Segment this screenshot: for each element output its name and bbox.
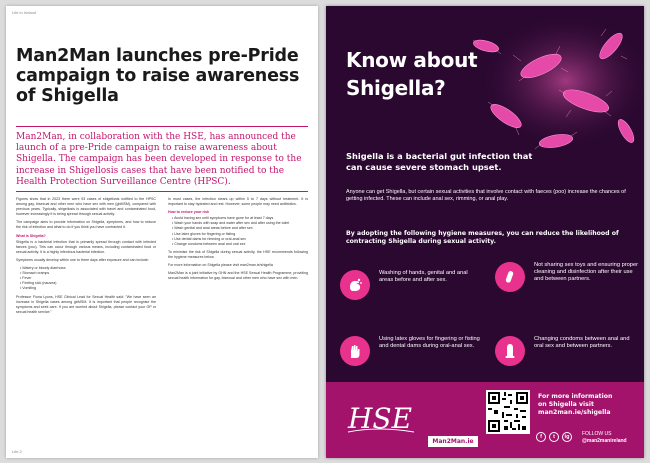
shigella-poster xyxy=(326,6,644,458)
page-folio: Life 2 xyxy=(12,449,22,454)
risk-list xyxy=(172,216,308,247)
info-line: For more information xyxy=(538,393,613,400)
twitter-icon[interactable]: t xyxy=(549,432,559,442)
paragraph: Figures show that in 2023 there were 93 cases of shigellosis notified to the HPSC among gay, bisexual and other men who have sex with men (gbMSM), compared with previous years. Typically, shigellosis is associated with travel and contaminated food, however increasingly it is being spread through sexual activity. xyxy=(16,197,156,217)
sex-toy-icon xyxy=(495,262,525,292)
article-standfirst: Man2Man, in collaboration with the HSE, has announced the launch of a pre-Pride campaign to raise awareness about Shigella. The campaign has been developed in response to the increase in Shigellosis cases that have been notified to the Health Protection Surveillance Centre (HPSC). xyxy=(16,132,302,187)
paragraph: Symptoms usually develop within one to three days after exposure and can include: xyxy=(16,257,149,262)
tip-gloves-dams xyxy=(340,336,483,366)
man2man-logo: Man2Man.ie xyxy=(428,436,478,447)
headline-rule xyxy=(16,126,308,127)
paragraph: To minimise the risk of Shigella during sexual activity, the HSE recommends following the hygiene measures below. xyxy=(168,249,308,259)
subheading: What is Shigella? xyxy=(16,233,46,238)
list-item: • Use dental dams for rimming or oral-anal sex xyxy=(172,237,308,242)
hygiene-measures-lead: By adopting the following hygiene measures, you can reduce the likelihood of contracting Shigella during sexual activity. xyxy=(346,230,619,246)
list-item: • Wash genital and anal areas before and after sex xyxy=(172,226,308,231)
hse-logo xyxy=(346,400,416,441)
article-column-2 xyxy=(168,197,308,284)
facebook-icon[interactable]: f xyxy=(536,432,546,442)
paragraph: Shigella is a bacterial infection that is primarily spread through contact with infected faeces (poo). This can occur through various means, including contaminated food or sexual activity. It is a highly infectious bacterial infection. xyxy=(16,239,156,254)
tip-condoms xyxy=(495,336,638,366)
tip-text: Changing condoms between anal and oral sex and between partners. xyxy=(534,336,630,350)
instagram-icon[interactable]: ig xyxy=(562,432,572,442)
paragraph: Professor Fiona Lyons, HSE Clinical Lead for Sexual Health said: "We have seen an increase in Shigella cases among gbMSM. It is important that people recognise the symptoms and seek care. If you are worried about Shigella, please contact your GP or sexual health service." xyxy=(16,294,156,314)
shigella-url-link[interactable]: man2man.ie/shigella xyxy=(538,409,611,416)
list-item: • Watery or bloody diarrhoea xyxy=(20,266,156,271)
paragraph: For more information on Shigella please visit man2man.ie/shigella xyxy=(168,263,273,268)
social-handle[interactable]: @man2manireland xyxy=(582,437,627,444)
list-item: • Avoid having sex until symptoms have gone for at least 7 days xyxy=(172,216,308,221)
follow-us xyxy=(582,431,642,444)
paragraph: In most cases, the infection clears up within 5 to 7 days without treatment. It is important to stay hydrated and rest. However, some people may need antibiotics. xyxy=(168,197,308,207)
tip-sex-toys xyxy=(495,262,638,292)
list-item: • Change condoms between anal and oral sex xyxy=(172,242,308,247)
article-column-1 xyxy=(16,197,156,318)
article-page xyxy=(6,6,318,458)
list-item: • Fever xyxy=(20,276,156,281)
article-headline: Man2Man launches pre-Pride campaign to raise awareness of Shigella xyxy=(16,46,300,106)
paragraph: Man2Man is a joint initiative by GHN and the HSE Sexual Health Programme, providing sexual health information for gay, bisexual and other men who have sex with men. xyxy=(168,271,308,281)
poster-title: Know about Shigella? xyxy=(346,48,478,100)
more-info-text xyxy=(538,393,638,417)
qr-code[interactable] xyxy=(486,390,530,434)
hand-washing-icon xyxy=(340,270,370,300)
body-rule xyxy=(16,191,308,192)
svg-text:HSE: HSE xyxy=(348,402,413,435)
paragraph: The campaign aims to provide information on Shigella, symptoms, and how to reduce the risk of infection and what to do if you think you have contracted it. xyxy=(16,220,156,230)
tip-text: Not sharing sex toys and ensuring proper cleaning and disinfection after their use and between partners. xyxy=(534,262,639,283)
list-item: • Feeling sick (nausea) xyxy=(20,281,156,286)
list-item: • Stomach cramps xyxy=(20,271,156,276)
running-head: Life in Ireland xyxy=(12,10,37,15)
poster-subtitle: Shigella is a bacterial gut infection that can cause severe stomach upset. xyxy=(346,151,533,172)
glove-icon xyxy=(340,336,370,366)
tip-hand-washing xyxy=(340,270,483,300)
condom-icon xyxy=(495,336,525,366)
poster-intro: Anyone can get Shigella, but certain sexual activities that involve contact with faeces (poo) increase the chances of getting infected. These can include anal sex, rimming, or anal play. xyxy=(346,189,626,203)
social-icons xyxy=(536,432,572,442)
tip-text: Using latex gloves for fingering or fisting and dental dams during oral-anal sex. xyxy=(379,336,480,350)
symptom-list xyxy=(20,266,156,291)
list-item: • Vomiting xyxy=(20,286,156,291)
subheading: How to reduce your risk xyxy=(168,210,209,215)
list-item: • Use latex gloves for fingering or fisting xyxy=(172,232,308,237)
list-item: • Wash your hands with soap and water after sex and after using the toilet xyxy=(172,221,308,226)
follow-label: FOLLOW US xyxy=(582,431,612,437)
tip-text: Washing of hands, genital and anal areas before and after sex. xyxy=(379,270,468,284)
info-line: on Shigella visit xyxy=(538,401,594,408)
